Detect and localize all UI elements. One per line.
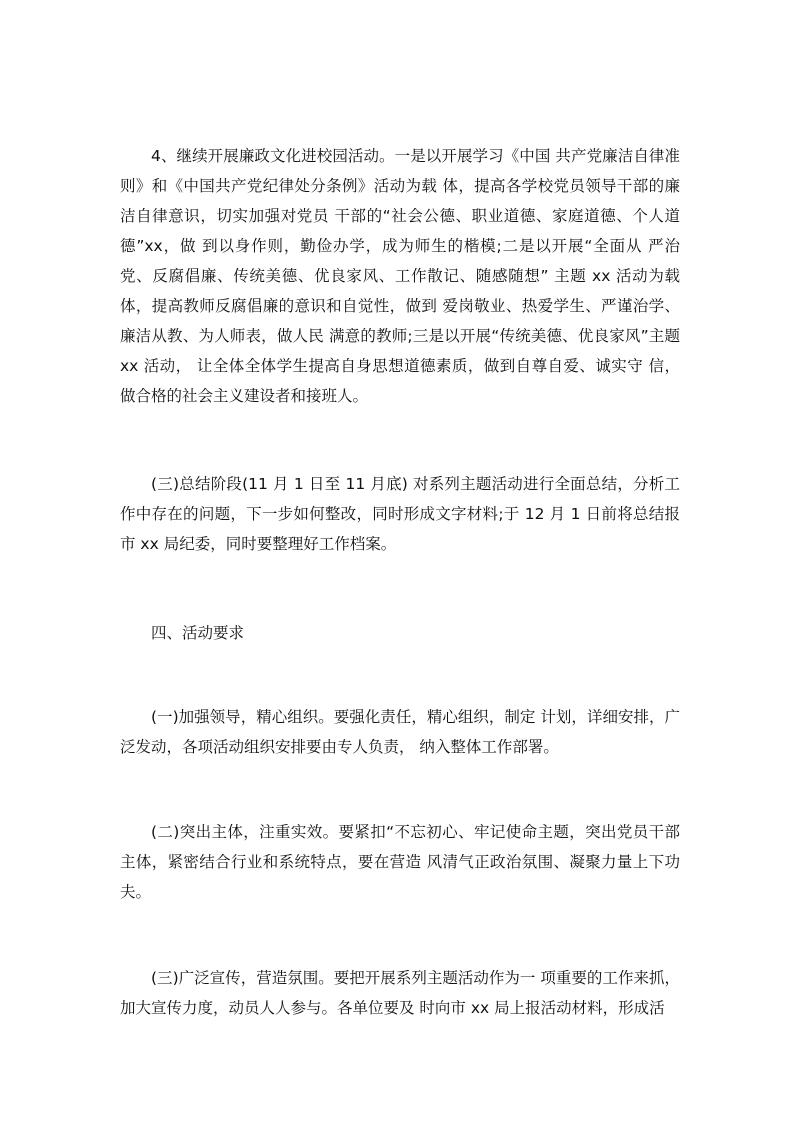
paragraph-summary-stage: (三)总结阶段(11 月 1 日至 11 月底) 对系列主题活动进行全面总结，分析工作中存在的问题，下一步如何整改，同时形成文字材料;于 12 月 1 日前将总结报市 xx 局纪委，同时要整理好工作档案。 (120, 475, 680, 553)
paragraph-leadership: (一)加强领导，精心组织。要强化责任，精心组织，制定 计划，详细安排，广泛发动，各项活动组织安排要由专人负责， 纳入整体工作部署。 (120, 708, 680, 756)
paragraph-highlight-subject: (二)突出主体，注重实效。要紧扣“不忘初心、牢记使命主题，突出党员干部主体，紧密结合行业和系统特点，要在营造 风清气正政治氛围、凝聚力量上下功夫。 (120, 823, 680, 901)
section-heading-activity-requirements: 四、活动要求 (151, 624, 245, 642)
paragraph-publicity: (三)广泛宣传，营造氛围。要把开展系列主题活动作为一 项重要的工作来抓，加大宣传力度，动员人人参与。各单位要及 时向市 xx 局上报活动材料，形成活 (120, 969, 680, 1017)
paragraph-anti-corruption-campus: 4、继续开展廉政文化进校园活动。一是以开展学习《中国 共产党廉洁自律准则》和《中国共产党纪律处分条例》活动为载 体，提高各学校党员领导干部的廉洁自律意识，切实加强对党员 干部的“社会公德、职业道德、家庭道德、个人道德”xx，做 到以身作则，勤俭办学，成为师生的楷模;二是以开展“全面从 严治党、反腐倡廉、传统美德、优良家风、工作散记、随感随想” 主题 xx 活动为载体，提高教师反腐倡廉的意识和自觉性，做到 爱岗敬业、热爱学生、严谨治学、廉洁从教、为人师表，做人民 满意的教师;三是以开展“传统美德、优良家风”主题 xx 活动， 让全体全体学生提高自身思想道德素质，做到自尊自爱、诚实守 信，做合格的社会主义建设者和接班人。 (120, 147, 680, 405)
